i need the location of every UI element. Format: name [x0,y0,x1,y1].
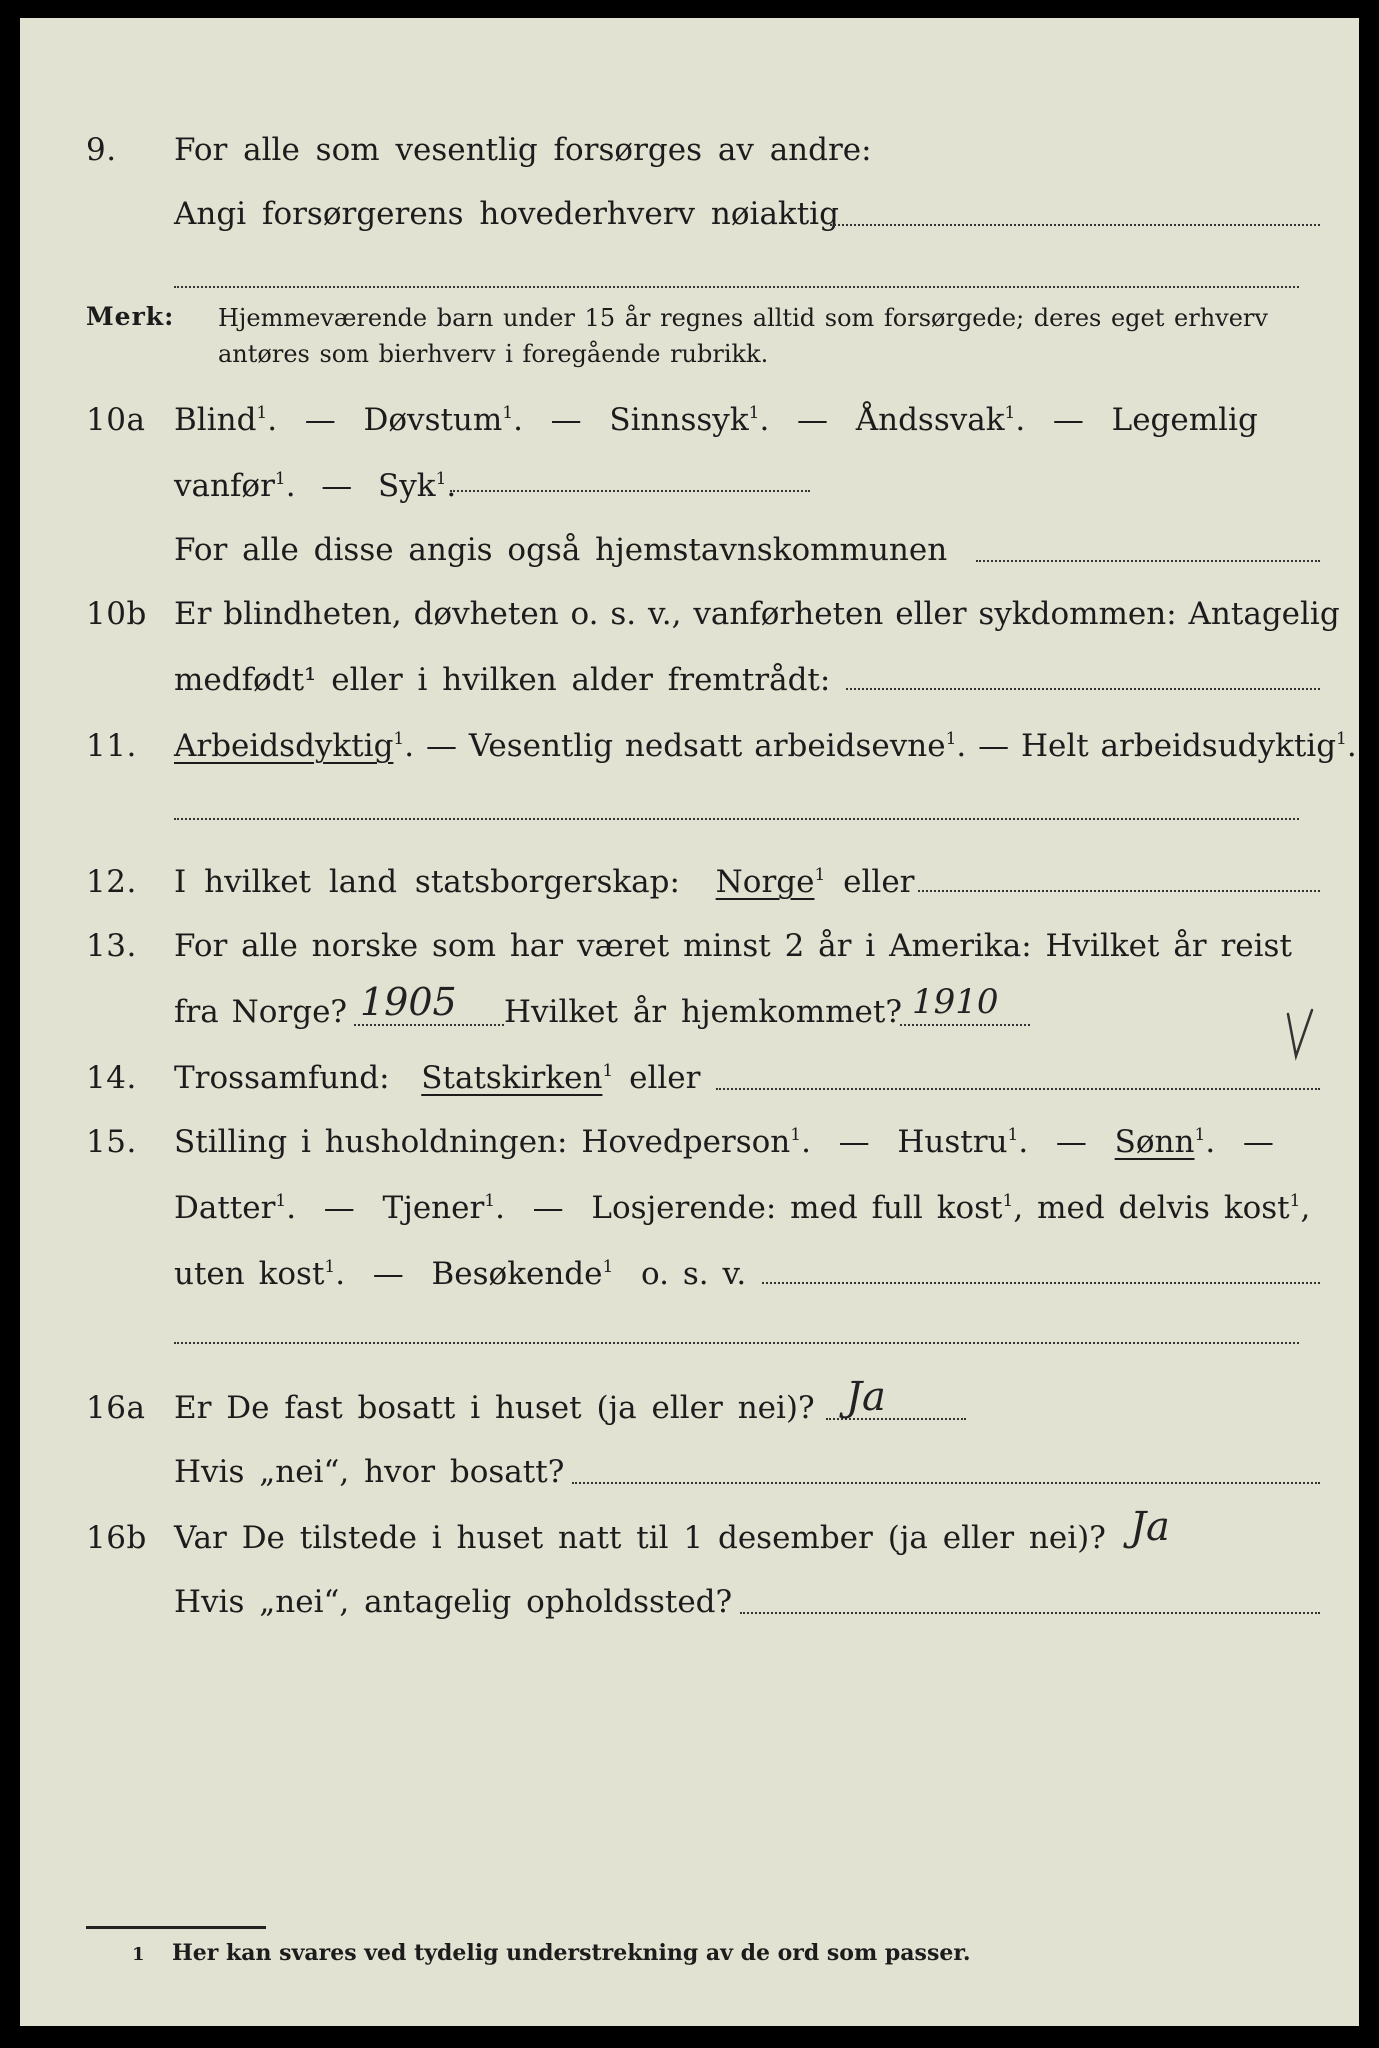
q12-line: I hvilket land statsborgerskap: Norge$^1$ eller [174,864,915,900]
q13-year-left-line[interactable] [354,1024,504,1026]
option-uten-kost[interactable]: uten kost [174,1256,325,1292]
q11-line: Arbeidsdyktig$^1$. — Vesentlig nedsatt arbeidsevne$^1$. — Helt arbeidsudyktig$^1$. [174,728,1357,764]
option-delvis-kost[interactable]: med delvis kost [1037,1190,1290,1226]
q12-answer-line[interactable] [918,890,1320,892]
q14-answer-line[interactable] [716,1088,1320,1090]
option-vanfor[interactable]: vanfør [174,468,275,504]
q13-line1: For alle norske som har været minst 2 år i Amerika: Hvilket år reist [174,928,1292,964]
q10a-line1: Blind$^1$. — Døvstum$^1$. — Sinnssyk$^1$. — Åndssvak$^1$. — Legemlig [174,402,1258,438]
q14-line: Trossamfund: Statskirken$^1$ eller [174,1060,701,1096]
footnote-rule [86,1926,266,1929]
option-udyktig[interactable]: Helt arbeidsudyktig [1020,728,1337,764]
option-nedsatt[interactable]: Vesentlig nedsatt arbeidsevne [468,728,946,764]
q10b-line2: medfødt¹ eller i hvilken alder fremtrådt: [174,662,831,698]
q10a-line2: vanfør$^1$. — Syk$^1$. [174,468,457,504]
q16b-opholdssted-line[interactable] [740,1612,1320,1614]
q14-number: 14. [86,1060,137,1096]
option-legemlig[interactable]: Legemlig [1111,402,1258,438]
q16b-answer-handwritten: Ja [1130,1504,1170,1550]
q9-number: 9. [86,132,117,168]
q15-line3: uten kost$^1$. — Besøkende$^1$ o. s. v. [174,1256,747,1292]
q10a-number: 10a [86,402,146,438]
q9-subquestion: Angi forsørgerens hovederhverv nøiaktig [174,196,839,232]
option-tjener[interactable]: Tjener [382,1190,485,1226]
merk-label: Merk: [86,302,175,331]
q9-answer-line[interactable] [830,224,1320,226]
option-hustru[interactable]: Hustru [897,1124,1008,1160]
option-datter[interactable]: Datter [174,1190,276,1226]
option-losjerende[interactable]: Losjerende: med full kost [591,1190,1003,1226]
q10b-number: 10b [86,596,147,632]
q16a-answer-handwritten: Ja [846,1374,886,1420]
option-dovstum[interactable]: Døvstum [363,402,503,438]
q10b-line1: Er blindheten, døvheten o. s. v., vanførheten eller sykdommen: Antagelig [174,596,1340,632]
q10a-answer-line[interactable] [450,490,810,492]
q12-eller: eller [843,864,915,900]
q13-hjemkommet: Hvilket år hjemkommet? [504,994,902,1030]
q12-number: 12. [86,864,137,900]
q15-line1: Stilling i husholdningen: Hovedperson$^1$. — Hustru$^1$. — Sønn$^1$. — [174,1124,1274,1160]
q11-number: 11. [86,728,137,764]
q16a-number: 16a [86,1390,146,1426]
q16a-bosatt-line[interactable] [572,1482,1320,1484]
option-besokende[interactable]: Besøkende [431,1256,603,1292]
q16a-line2: Hvis „nei“, hvor bosatt? [174,1454,565,1490]
option-hovedperson[interactable]: Hovedperson [581,1124,791,1160]
q13-year-back-handwritten: 1910 [912,982,999,1022]
option-norge[interactable]: Norge [715,864,815,900]
merk-text-line2: antøres som bierhverv i foregående rubrikk. [218,340,769,368]
merk-text-line1: Hjemmeværende barn under 15 år regnes alltid som forsørgede; deres eget erhverv [218,304,1268,332]
option-sinnssyk[interactable]: Sinnssyk [609,402,749,438]
q11-rule [174,818,1299,820]
q13-year-back-line[interactable] [900,1024,1030,1026]
option-arbeidsdyktig[interactable]: Arbeidsdyktig [174,728,394,764]
q15-number: 15. [86,1124,137,1160]
q15-line2: Datter$^1$. — Tjener$^1$. — Losjerende: med full kost$^1$, med delvis kost$^1$, [174,1190,1311,1226]
q15-answer-line[interactable] [762,1282,1320,1284]
q14-question: Trossamfund: [174,1060,390,1096]
q16b-number: 16b [86,1520,147,1556]
q13-number: 13. [86,928,137,964]
q10a-hjemstavn-line[interactable] [976,560,1320,562]
q15-osv: o. s. v. [641,1256,747,1292]
footnote-text: Her kan svares ved tydelig understrekning av de ord som passer. [172,1940,971,1966]
q13-fra-norge: fra Norge? [174,994,348,1030]
option-andssvak[interactable]: Åndssvak [855,402,1005,438]
q16a-line1: Er De fast bosatt i huset (ja eller nei)? [174,1390,815,1426]
option-sonn[interactable]: Sønn [1114,1124,1195,1160]
q13-year-left-handwritten: 1905 [360,980,457,1024]
q16b-line2: Hvis „nei“, antagelig opholdssted? [174,1584,733,1620]
q10a-line3: For alle disse angis også hjemstavnskommunen [174,532,948,568]
census-form-page [20,18,1359,2026]
q10b-answer-line[interactable] [846,688,1320,690]
q9-question: For alle som vesentlig forsørges av andre: [174,132,872,168]
q9-rule [174,286,1299,288]
q16b-line1: Var De tilstede i huset natt til 1 desember (ja eller nei)? [174,1520,1106,1556]
q15-rule [174,1342,1299,1344]
q15-stilling: Stilling i husholdningen: [174,1124,568,1160]
check-mark-icon [1282,1008,1316,1064]
footnote-mark: 1 [132,1944,145,1965]
option-statskirken[interactable]: Statskirken [421,1060,603,1096]
option-blind[interactable]: Blind [174,402,257,438]
option-syk[interactable]: Syk [378,468,436,504]
q14-eller: eller [629,1060,701,1096]
q12-question: I hvilket land statsborgerskap: [174,864,680,900]
